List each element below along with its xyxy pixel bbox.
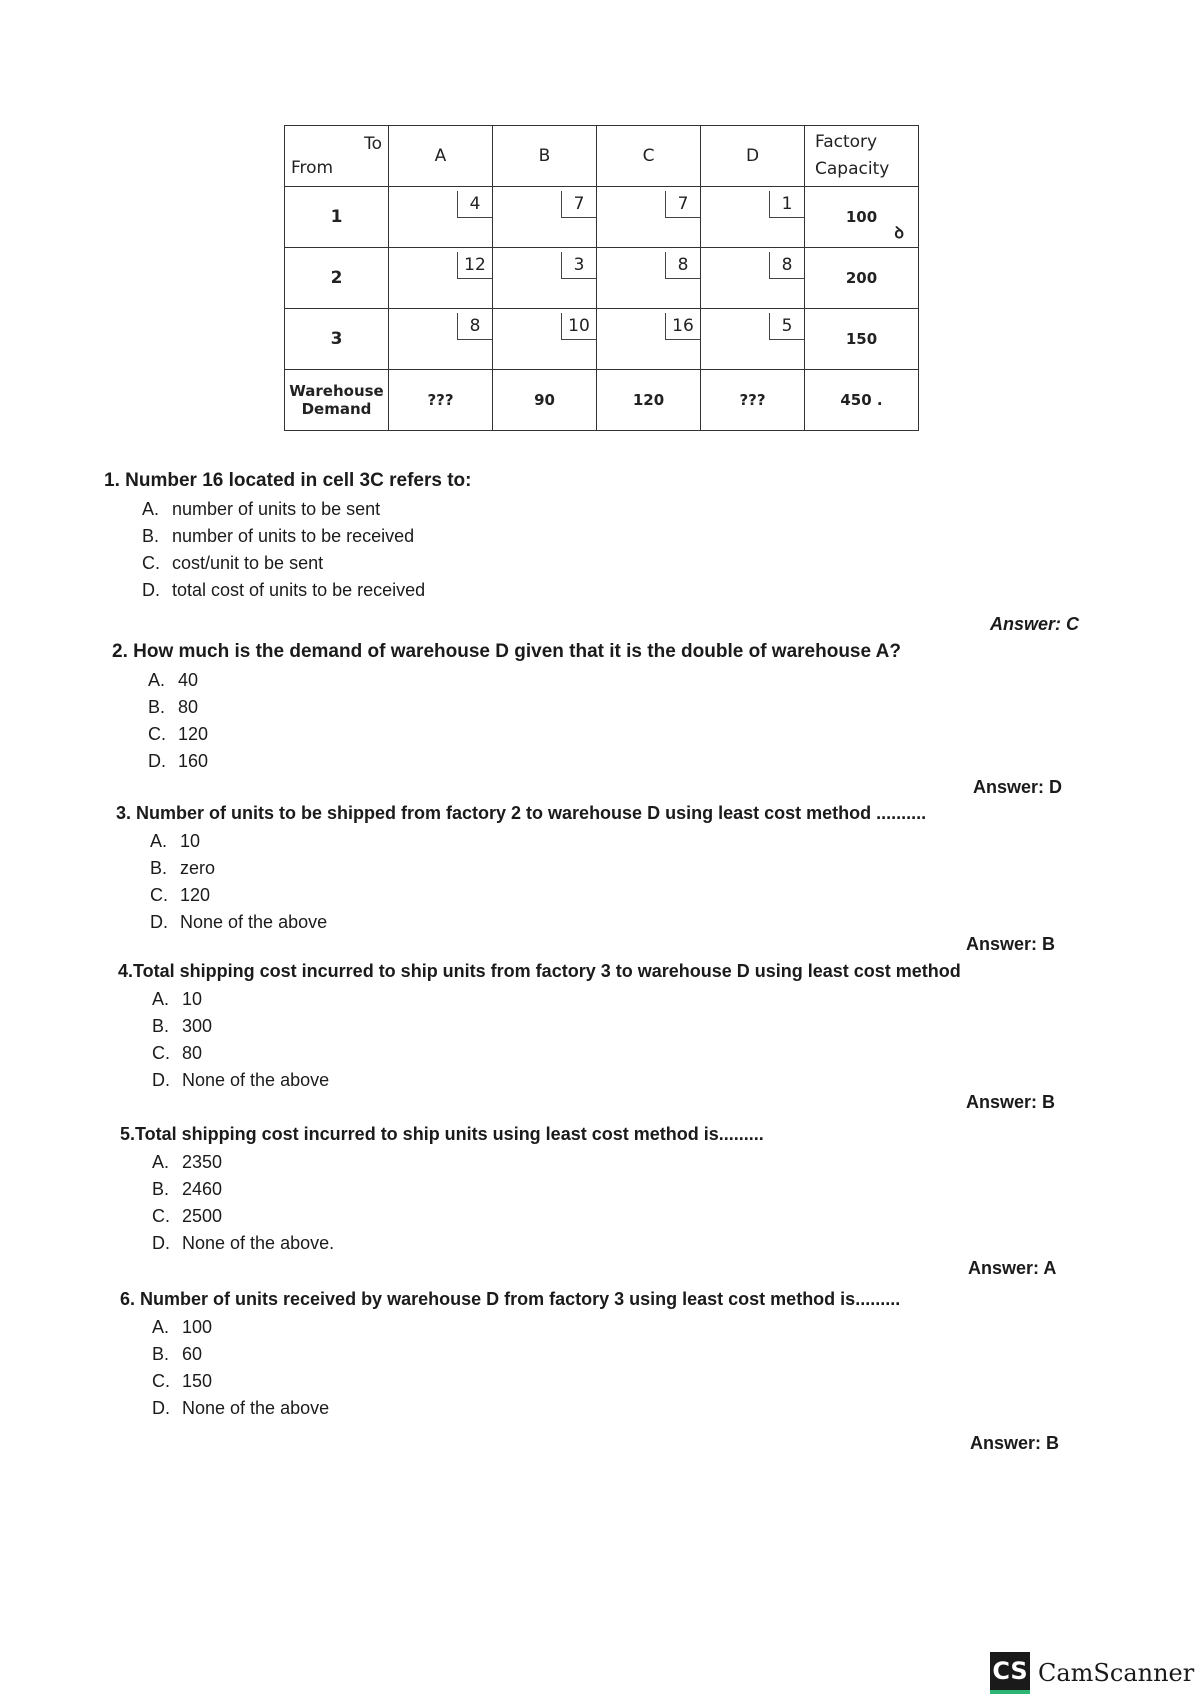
camscanner-brand: CamScanner — [1038, 1659, 1195, 1687]
column-header-d: D — [701, 126, 805, 187]
option-d: D. 160 — [148, 751, 209, 771]
question-1 — [104, 470, 471, 604]
cell-1a — [389, 187, 493, 248]
answer-3: Answer: B — [966, 934, 1056, 954]
option-d: D. None of the above. — [152, 1233, 335, 1253]
demand-b: 90 — [493, 370, 597, 431]
cell-1d — [701, 187, 805, 248]
question-2 — [112, 641, 901, 775]
total-demand: 450 . — [805, 370, 919, 431]
option-a: A. 10 — [150, 831, 201, 851]
cell-3a — [389, 309, 493, 370]
unit-cost: 8 — [457, 313, 492, 340]
option-a: A. number of units to be sent — [142, 499, 381, 519]
options-list — [150, 828, 926, 936]
option-c: C. 120 — [148, 724, 209, 744]
unit-cost: 8 — [769, 252, 804, 279]
question-text: 4.Total shipping cost incurred to ship units from factory 3 to warehouse D using least cost method — [118, 961, 961, 981]
capacity-cell — [805, 309, 919, 370]
camscanner-watermark — [990, 1652, 1194, 1694]
answer-4: Answer: B — [966, 1092, 1056, 1112]
option-a: A. 40 — [148, 670, 199, 690]
option-d: D. None of the above — [152, 1398, 330, 1418]
option-b: B. 300 — [152, 1016, 213, 1036]
capacity-header-line1: Factory — [815, 132, 878, 152]
row-label: 3 — [285, 309, 389, 370]
unit-cost: 16 — [665, 313, 700, 340]
table-header-row — [285, 126, 919, 187]
row-label: 2 — [285, 248, 389, 309]
cell-2b — [493, 248, 597, 309]
table-row-factory-1 — [285, 187, 919, 248]
option-c: C. 120 — [150, 885, 211, 905]
table-row-factory-3 — [285, 309, 919, 370]
factory-capacity-header — [805, 126, 919, 187]
options-list — [152, 986, 961, 1094]
camscanner-logo-icon: CS — [990, 1652, 1030, 1694]
unit-cost: 1 — [769, 191, 804, 218]
unit-cost: 3 — [561, 252, 596, 279]
capacity-cell — [805, 187, 919, 248]
question-text: 5.Total shipping cost incurred to ship units using least cost method is......... — [120, 1124, 764, 1144]
option-b: B. 2460 — [152, 1179, 223, 1199]
question-text: 6. Number of units received by warehouse D from factory 3 using least cost method is......... — [120, 1289, 901, 1309]
question-4 — [118, 961, 961, 1094]
row-label: 1 — [285, 187, 389, 248]
answer-6: Answer: B — [970, 1433, 1060, 1453]
transportation-table — [284, 125, 919, 431]
corner-cell — [285, 126, 389, 187]
demand-label-line2: Demand — [301, 400, 372, 418]
capacity-header-line2: Capacity — [815, 159, 890, 179]
demand-label — [285, 370, 389, 431]
option-d: D. None of the above — [152, 1070, 330, 1090]
option-b: B. 60 — [152, 1344, 203, 1364]
demand-a: ??? — [389, 370, 493, 431]
cell-3b — [493, 309, 597, 370]
column-header-b: B — [493, 126, 597, 187]
options-list — [142, 496, 471, 604]
options-list — [152, 1149, 764, 1257]
question-text: 2. How much is the demand of warehouse D given that it is the double of warehouse A? — [112, 641, 901, 662]
option-d: D. total cost of units to be received — [142, 580, 426, 600]
option-c: C. 2500 — [152, 1206, 223, 1226]
unit-cost: 4 — [457, 191, 492, 218]
unit-cost: 5 — [769, 313, 804, 340]
capacity-cell — [805, 248, 919, 309]
cell-3c — [597, 309, 701, 370]
capacity-value: 150 — [845, 330, 878, 348]
warehouse-demand-row — [285, 370, 919, 431]
cell-2c — [597, 248, 701, 309]
question-5 — [120, 1124, 764, 1257]
option-d: D. None of the above — [150, 912, 328, 932]
unit-cost: 7 — [665, 191, 700, 218]
answer-2: Answer: D — [973, 777, 1063, 797]
capacity-value: 100 — [845, 208, 878, 226]
question-6 — [120, 1289, 900, 1422]
option-a: A. 100 — [152, 1317, 213, 1337]
question-text: 1. Number 16 located in cell 3C refers to: — [104, 470, 472, 491]
unit-cost: 12 — [457, 252, 492, 279]
demand-d: ??? — [701, 370, 805, 431]
column-header-c: C — [597, 126, 701, 187]
demand-c: 120 — [597, 370, 701, 431]
option-b: B. 80 — [148, 697, 199, 717]
option-c: C. 80 — [152, 1043, 203, 1063]
options-list — [148, 667, 901, 775]
answer-5: Answer: A — [968, 1258, 1057, 1278]
cell-3d — [701, 309, 805, 370]
corner-to-label: To — [364, 134, 382, 154]
cell-1b — [493, 187, 597, 248]
option-c: C. cost/unit to be sent — [142, 553, 324, 573]
demand-label-line1: Warehouse — [289, 382, 384, 400]
column-header-a: A — [389, 126, 493, 187]
question-text: 3. Number of units to be shipped from factory 2 to warehouse D using least cost method .......... — [116, 803, 927, 823]
unit-cost: 8 — [665, 252, 700, 279]
answer-1: Answer: C — [990, 614, 1080, 634]
option-b: B. number of units to be received — [142, 526, 415, 546]
cell-2a — [389, 248, 493, 309]
question-3 — [116, 803, 926, 936]
options-list — [152, 1314, 900, 1422]
cell-2d — [701, 248, 805, 309]
corner-from-label: From — [291, 158, 334, 178]
pen-mark-icon: ꝺ — [894, 223, 904, 242]
cell-1c — [597, 187, 701, 248]
option-a: A. 2350 — [152, 1152, 223, 1172]
option-b: B. zero — [150, 858, 216, 878]
table-row-factory-2 — [285, 248, 919, 309]
option-c: C. 150 — [152, 1371, 213, 1391]
capacity-value: 200 — [845, 269, 878, 287]
option-a: A. 10 — [152, 989, 203, 1009]
unit-cost: 10 — [561, 313, 596, 340]
unit-cost: 7 — [561, 191, 596, 218]
